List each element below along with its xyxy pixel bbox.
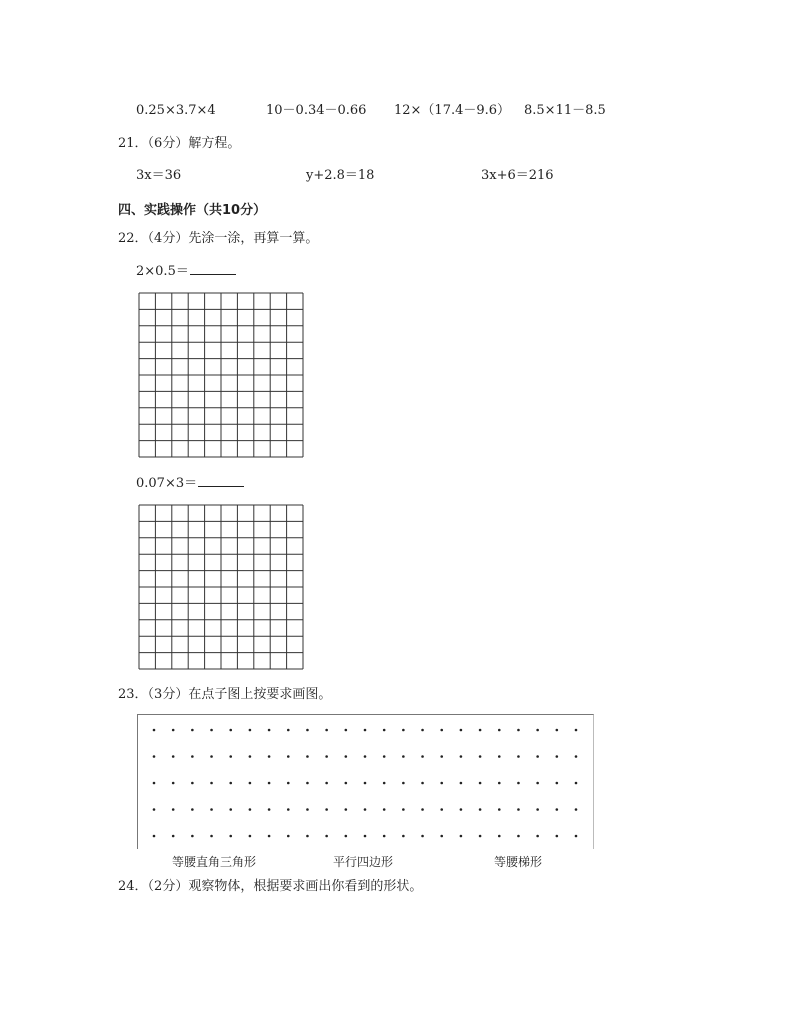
dot: [575, 782, 578, 785]
dot: [325, 808, 328, 811]
question-23-header: 23．（3分）在点子图上按要求画图。: [118, 687, 332, 702]
dot: [536, 835, 539, 838]
dot: [172, 782, 175, 785]
dot: [402, 729, 405, 732]
dot: [421, 729, 424, 732]
dot: [191, 782, 194, 785]
dot: [440, 729, 443, 732]
equation-1: 3x＝36: [136, 168, 182, 183]
expr-q20-3: 12×（17.4－9.6）: [394, 103, 511, 118]
dot: [325, 729, 328, 732]
dot: [479, 835, 482, 838]
dot: [249, 808, 252, 811]
dot: [153, 782, 156, 785]
dot-paper[interactable]: [137, 714, 594, 849]
answer-blank-2[interactable]: [198, 474, 244, 487]
expr-q22-1: [136, 262, 236, 280]
expr-q20-1: 0.25×3.7×4: [136, 103, 216, 118]
dot: [210, 729, 213, 732]
dot: [440, 808, 443, 811]
dot: [191, 755, 194, 758]
dot: [460, 782, 463, 785]
dot: [364, 782, 367, 785]
expr-q22-2: [136, 474, 244, 492]
dot: [556, 808, 559, 811]
label-parallelogram: 平行四边形: [333, 855, 394, 869]
dot: [191, 808, 194, 811]
dot: [345, 808, 348, 811]
dot: [268, 835, 271, 838]
dot: [460, 755, 463, 758]
dot: [536, 782, 539, 785]
dot: [383, 729, 386, 732]
dot: [345, 782, 348, 785]
dot: [345, 835, 348, 838]
dot: [153, 835, 156, 838]
dot-grid: [138, 715, 593, 849]
dot: [210, 835, 213, 838]
expr-q22-2-text: 0.07×3＝: [136, 476, 198, 491]
dot: [153, 808, 156, 811]
dot: [383, 835, 386, 838]
dot: [325, 835, 328, 838]
dot: [536, 755, 539, 758]
dot: [287, 808, 290, 811]
dot: [517, 782, 520, 785]
dot: [383, 755, 386, 758]
dot: [229, 782, 232, 785]
dot: [364, 835, 367, 838]
dot: [268, 755, 271, 758]
dot: [172, 835, 175, 838]
dot: [556, 729, 559, 732]
dot: [306, 755, 309, 758]
dot: [229, 808, 232, 811]
equation-2: y+2.8＝18: [306, 168, 375, 183]
dot: [172, 729, 175, 732]
hundred-grid-2[interactable]: [138, 504, 304, 670]
dot: [402, 782, 405, 785]
question-21-header: 21．（6分）解方程。: [118, 136, 241, 151]
dot: [172, 755, 175, 758]
dot: [364, 729, 367, 732]
dot: [402, 835, 405, 838]
dot: [249, 835, 252, 838]
dot: [229, 729, 232, 732]
dot: [479, 808, 482, 811]
dot: [249, 755, 252, 758]
dot: [191, 835, 194, 838]
expr-q20-2: 10－0.34－0.66: [266, 103, 367, 118]
dot: [440, 782, 443, 785]
dot: [364, 755, 367, 758]
question-24-header: 24．（2分）观察物体，根据要求画出你看到的形状。: [118, 879, 423, 894]
dot: [249, 782, 252, 785]
dot: [249, 729, 252, 732]
equation-3: 3x+6＝216: [481, 168, 554, 183]
dot: [210, 808, 213, 811]
dot: [517, 835, 520, 838]
dot: [536, 808, 539, 811]
hundred-grid-1[interactable]: [138, 292, 304, 458]
dot: [421, 808, 424, 811]
dot: [575, 755, 578, 758]
dot: [229, 755, 232, 758]
dot: [517, 808, 520, 811]
dot: [402, 808, 405, 811]
dot: [287, 755, 290, 758]
dot: [536, 729, 539, 732]
dot: [191, 729, 194, 732]
dot: [383, 782, 386, 785]
dot: [306, 808, 309, 811]
dot: [479, 755, 482, 758]
dot: [421, 755, 424, 758]
dot: [556, 835, 559, 838]
dot: [268, 782, 271, 785]
section-4-title: 四、实践操作（共10分）: [118, 203, 267, 218]
dot: [479, 729, 482, 732]
label-isosceles-trapezoid: 等腰梯形: [494, 855, 543, 869]
dot: [498, 755, 501, 758]
dot: [498, 808, 501, 811]
dot: [517, 729, 520, 732]
dot: [575, 808, 578, 811]
dot: [306, 729, 309, 732]
answer-blank-1[interactable]: [190, 262, 236, 275]
dot: [479, 782, 482, 785]
dot: [440, 755, 443, 758]
dot: [172, 808, 175, 811]
expr-q20-4: 8.5×11－8.5: [524, 103, 606, 118]
dot: [556, 755, 559, 758]
dot: [383, 808, 386, 811]
dot: [229, 835, 232, 838]
dot: [421, 782, 424, 785]
dot: [268, 808, 271, 811]
dot: [306, 835, 309, 838]
dot: [210, 782, 213, 785]
dot: [460, 729, 463, 732]
dot: [498, 835, 501, 838]
dot: [345, 729, 348, 732]
dot: [287, 729, 290, 732]
dot: [517, 755, 520, 758]
dot: [575, 835, 578, 838]
dot: [460, 808, 463, 811]
label-isosceles-right-triangle: 等腰直角三角形: [172, 855, 257, 869]
dot: [210, 755, 213, 758]
dot: [421, 835, 424, 838]
dot: [287, 782, 290, 785]
dot: [268, 729, 271, 732]
dot: [460, 835, 463, 838]
dot: [575, 729, 578, 732]
question-22-header: 22．（4分）先涂一涂，再算一算。: [118, 231, 319, 246]
dot: [345, 755, 348, 758]
dot: [153, 729, 156, 732]
dot: [364, 808, 367, 811]
dot: [325, 782, 328, 785]
dot: [287, 835, 290, 838]
dot: [440, 835, 443, 838]
dot: [498, 729, 501, 732]
dot: [153, 755, 156, 758]
dot: [498, 782, 501, 785]
dot: [402, 755, 405, 758]
dot: [325, 755, 328, 758]
expr-q22-1-text: 2×0.5＝: [136, 264, 189, 279]
dot: [556, 782, 559, 785]
dot: [306, 782, 309, 785]
